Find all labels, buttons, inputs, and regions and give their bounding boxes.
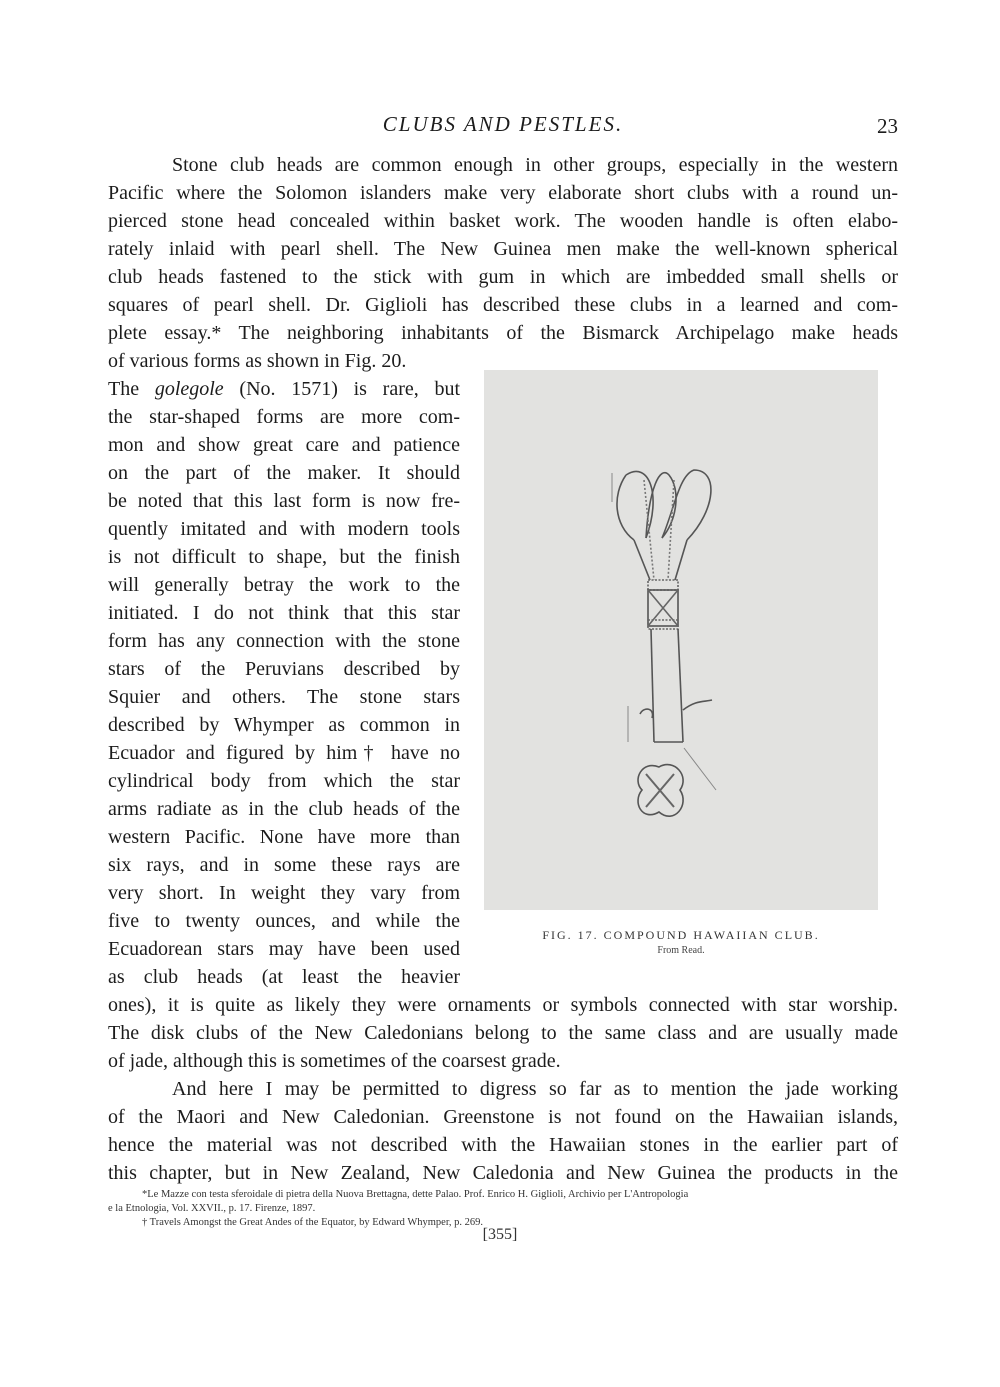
figure-caption: FIG. 17. COMPOUND HAWAIIAN CLUB. — [542, 928, 820, 942]
body-line: Pacific where the Solomon islanders make very elaborate short clubs with a round un- — [108, 182, 898, 204]
body-line: rately inlaid with pearl shell. The New Guinea men make the well-known spherical — [108, 238, 898, 260]
figure-credit: From Read. — [657, 945, 705, 956]
body-line: arms radiate as in the club heads of the — [108, 798, 460, 820]
body-line: cylindrical body from which the star — [108, 770, 460, 792]
body-line: Stone club heads are common enough in other groups, especially in the western — [172, 154, 898, 176]
body-line: hence the material was not described with the Hawaiian stones in the earlier part of — [108, 1134, 898, 1156]
figure-plate — [484, 370, 878, 910]
body-line: very short. In weight they vary from — [108, 882, 460, 904]
golegole-term: golegole — [154, 378, 224, 400]
body-line-golegole — [108, 375, 460, 403]
body-line: club heads fastened to the stick with gum in which are imbedded small shells or — [108, 266, 898, 288]
body-line: mon and show great care and patience — [108, 434, 460, 456]
body-line: quently imitated and with modern tools — [108, 518, 460, 540]
body-line: of the Maori and New Caledonian. Greenstone is not found on the Hawaiian islands, — [108, 1106, 898, 1128]
body-line: of various forms as shown in Fig. 20. — [108, 350, 407, 372]
page-number: 23 — [877, 114, 898, 138]
body-line: ones), it is quite as likely they were ornaments or symbols connected with star worship. — [108, 994, 898, 1016]
body-line: form has any connection with the stone — [108, 630, 460, 652]
body-line: will generally betray the work to the — [108, 574, 460, 596]
body-line: this chapter, but in New Zealand, New Caledonia and New Guinea the products in the — [108, 1162, 898, 1184]
body-line: plete essay.* The neighboring inhabitants of the Bismarck Archipelago make heads — [108, 322, 898, 344]
body-line: be noted that this last form is now fre- — [108, 490, 460, 512]
running-title: CLUBS AND PESTLES. — [382, 112, 624, 136]
golegole-after: (No. 1571) is rare, but — [223, 378, 461, 400]
body-line: stars of the Peruvians described by — [108, 658, 460, 680]
body-line: five to twenty ounces, and while the — [108, 910, 460, 932]
body-line: six rays, and in some these rays are — [108, 854, 460, 876]
body-line: the star-shaped forms are more com- — [108, 406, 460, 428]
footnote: *Le Mazze con testa sferoidale di pietra della Nuova Brettagna, dette Palao. Prof. Enrico H. Giglioli, Archivio per L'Antropologia — [142, 1189, 689, 1200]
golegole-before: The — [108, 378, 155, 400]
body-line: as club heads (at least the heavier — [108, 966, 460, 988]
body-line: of jade, although this is sometimes of the coarsest grade. — [108, 1050, 561, 1072]
body-line: pierced stone head concealed within basket work. The wooden handle is often elabo- — [108, 210, 898, 232]
body-line: And here I may be permitted to digress so far as to mention the jade working — [172, 1078, 898, 1100]
footnote: † Travels Amongst the Great Andes of the Equator, by Edward Whymper, p. 269. — [142, 1217, 484, 1228]
body-line: initiated. I do not think that this star — [108, 602, 460, 624]
plate-number: [355] — [482, 1226, 518, 1243]
body-line: Squier and others. The stone stars — [108, 686, 460, 708]
page-header — [108, 112, 898, 144]
body-line: The disk clubs of the New Caledonians belong to the same class and are usually made — [108, 1022, 898, 1044]
body-line: described by Whymper as common in — [108, 714, 460, 736]
body-line: on the part of the maker. It should — [108, 462, 460, 484]
body-line: western Pacific. None have more than — [108, 826, 460, 848]
body-line: Ecuadorean stars may have been used — [108, 938, 460, 960]
body-line: squares of pearl shell. Dr. Giglioli has described these clubs in a learned and com- — [108, 294, 898, 316]
footnote: e la Etnologia, Vol. XXVII., p. 17. Firenze, 1897. — [108, 1203, 316, 1214]
body-line: is not difficult to shape, but the finish — [108, 546, 460, 568]
body-line: Ecuador and figured by him† have no — [108, 742, 460, 764]
hawaiian-club-illustration — [484, 370, 878, 910]
